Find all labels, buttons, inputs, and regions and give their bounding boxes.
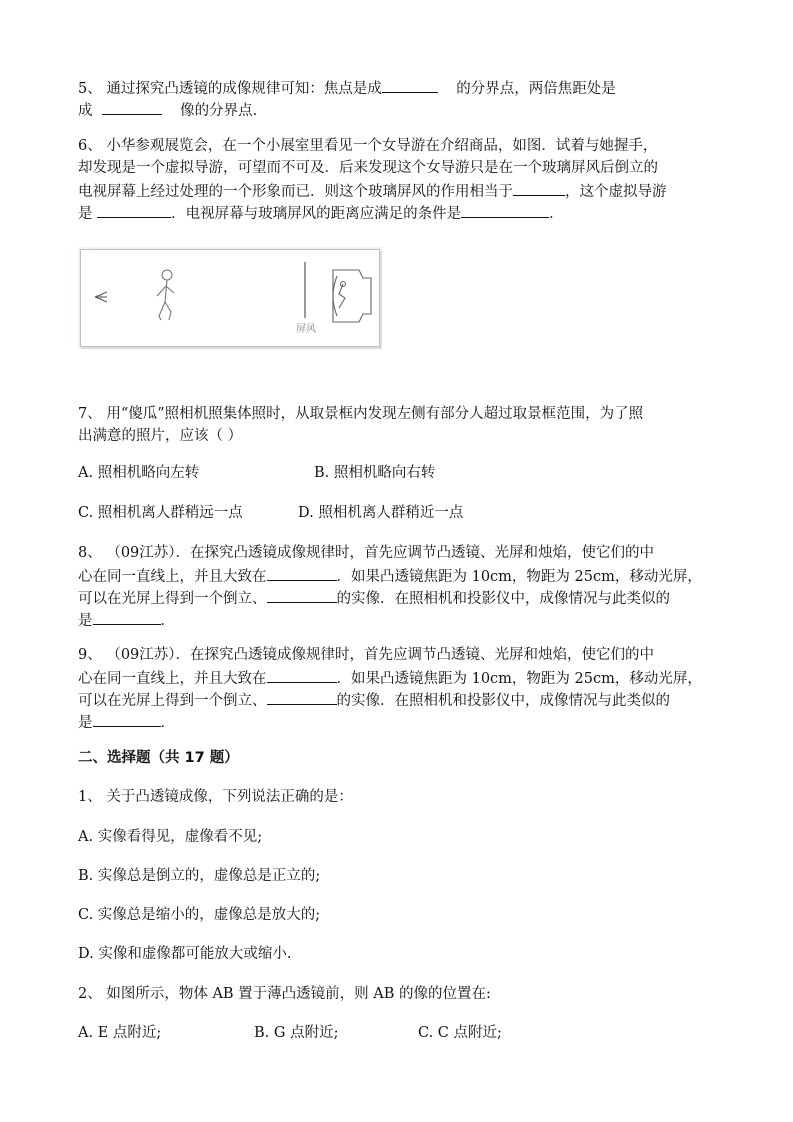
eye-icon [95,292,107,302]
q9-text: ．如果凸透镜焦距为 10cm，物距为 25cm，移动光屏， [336,671,702,687]
q6-text: ． [549,206,564,222]
q8-text: 心在同一直线上，并且大致在 [78,569,267,585]
q8-text: ． [160,613,175,629]
s2-option-b: B. G 点附近; [254,1025,339,1041]
screen-label: 屏风 [296,324,316,335]
s2-option-c: C. C 点附近; [418,1025,502,1041]
q6-text: 电视屏幕上经过处理的一个形象而已．则这个玻璃屏风的作用相当于 [78,184,513,200]
q5-text: 成 [78,103,93,119]
q9-text: 是 [78,715,93,731]
exhibition-diagram [81,250,379,346]
q9-text: 心在同一直线上，并且大致在 [78,671,267,687]
q8-line-2 [78,565,702,587]
q5-text: 像的分界点. [180,103,258,119]
q6-text: ．电视屏幕与玻璃屏风的距离应满足的条件是 [171,206,462,222]
q6-text: ，这个虚拟导游 [565,184,667,200]
q9-text: 可以在光屏上得到一个倒立、 [78,693,267,709]
virtual-guide-figure [157,270,174,320]
q9-blank-2 [267,689,337,705]
q7-line-2: 出满意的照片，应该（ ） [78,428,243,444]
tv-icon [333,270,371,322]
q8-text: 是 [78,613,93,629]
s1-stem: 1、 关于凸透镜成像，下列说法正确的是： [78,789,353,805]
s1-option-a: A. 实像看得见，虚像看不见; [78,829,263,845]
q8-text: 的实像．在照相机和投影仪中，成像情况与此类似的 [336,591,670,607]
q5-line-1 [78,77,616,99]
q7-option-d: D. 照相机离人群稍近一点 [298,505,464,521]
section-2-title: 二、选择题（共 17 题） [78,750,239,766]
q6-blank-1 [513,180,565,196]
s1-option-d: D. 实像和虚像都可能放大或缩小. [78,946,292,962]
s1-option-b: B. 实像总是倒立的，虚像总是正立的; [78,868,321,884]
q8-blank-2 [267,587,337,603]
q9-text: ． [160,715,175,731]
q5-text: 5、 通过探究凸透镜的成像规律可知：焦点是成 [78,81,382,97]
q8-blank-1 [267,565,337,581]
s2-options-row [78,1023,502,1043]
q9-text: 的实像．在照相机和投影仪中，成像情况与此类似的 [336,693,670,709]
q5-blank-1 [382,77,438,93]
q9-blank-1 [267,667,337,683]
q7-option-c: C. 照相机离人群稍远一点 [78,505,243,521]
q6-line-4 [78,202,564,224]
q7-option-a: A. 照相机略向左转 [78,465,200,481]
q7-line-1: 7、 用“傻瓜”照相机照集体照时，从取景框内发现左侧有部分人超过取景框范围，为了照 [78,406,644,422]
q6-line-3 [78,180,667,202]
q8-line-4 [78,609,175,631]
q5-text: 的分界点，两倍焦距处是 [456,81,616,97]
q9-line-2 [78,667,702,689]
q6-line-1: 6、 小华参观展览会，在一个小展室里看见一个女导游在介绍商品，如图．试着与她握手， [78,138,658,154]
q7-options-row-2 [78,503,464,523]
q9-blank-3 [93,711,161,727]
q6-text: 是 [78,206,93,222]
q9-line-4 [78,711,175,733]
q6-blank-2 [97,202,171,218]
q8-text: ．如果凸透镜焦距为 10cm，物距为 25cm，移动光屏， [336,569,702,585]
s2-option-a: A. E 点附近; [78,1025,162,1041]
q7-options-row-1 [78,463,436,483]
q8-line-1: 8、 （09江苏）．在探究凸透镜成像规律时，首先应调节凸透镜、光屏和烛焰，使它们的中 [78,545,655,561]
s1-option-c: C. 实像总是缩小的，虚像总是放大的; [78,907,321,923]
q9-line-1: 9、 （09江苏）．在探究凸透镜成像规律时，首先应调节凸透镜、光屏和烛焰，使它们的中 [78,647,655,663]
q8-blank-3 [93,609,161,625]
q6-figure [80,249,380,347]
q5-blank-2 [102,99,162,115]
q8-text: 可以在光屏上得到一个倒立、 [78,591,267,607]
q9-line-3 [78,689,670,711]
q6-line-2: 却发现是一个虚拟导游，可望而不可及．后来发现这个女导游只是在一个玻璃屏风后倒立的 [78,160,658,176]
q8-line-3 [78,587,670,609]
s2-stem: 2、 如图所示，物体 AB 置于薄凸透镜前，则 AB 的像的位置在: [78,986,491,1002]
q6-blank-3 [461,202,549,218]
q7-option-b: B. 照相机略向右转 [314,465,436,481]
q5-line-2 [78,99,257,121]
